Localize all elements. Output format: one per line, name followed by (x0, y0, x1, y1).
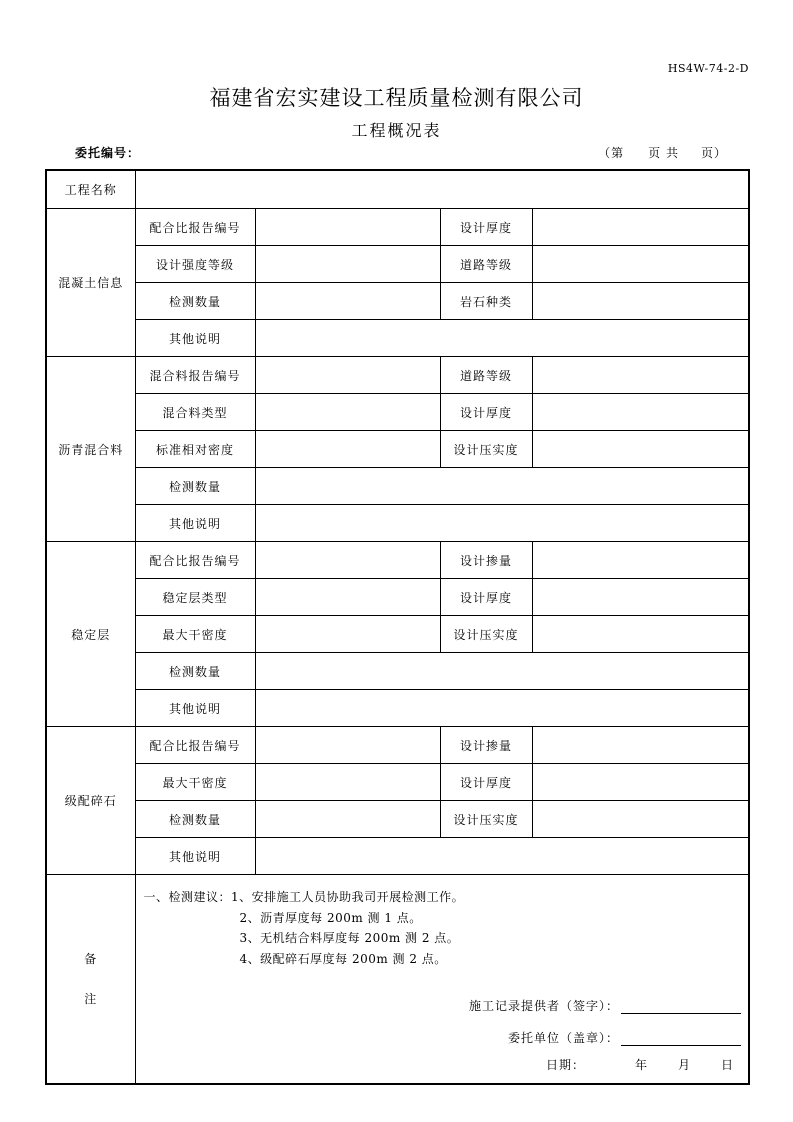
field-value[interactable] (532, 764, 749, 801)
inspection-suggestions (144, 887, 465, 969)
field-value[interactable] (255, 764, 440, 801)
date-label: 日期： (545, 1058, 585, 1072)
field-value[interactable] (255, 283, 440, 320)
page-open: （第 (598, 146, 625, 160)
remarks-content (135, 875, 749, 1085)
table-row (46, 246, 749, 283)
remarks-label-cell (46, 875, 135, 1085)
suggestion-line: 一、检测建议：1、安排施工人员协助我司开展检测工作。 (143, 890, 465, 904)
field-label: 混合料报告编号 (135, 357, 255, 394)
field-label: 检测数量 (135, 468, 255, 505)
section-graded-gravel: 级配碎石 (46, 727, 135, 875)
client-seal-label: 委托单位（盖章）： (507, 1031, 619, 1045)
provider-signature-field[interactable] (621, 999, 741, 1014)
field-value[interactable] (532, 542, 749, 579)
field-value[interactable] (255, 468, 749, 505)
field-value[interactable] (255, 690, 749, 727)
field-value[interactable] (532, 431, 749, 468)
project-name-label: 工程名称 (46, 170, 135, 209)
table-row (46, 320, 749, 357)
field-value[interactable] (532, 616, 749, 653)
page-close: 页） (700, 146, 727, 160)
field-label: 标准相对密度 (135, 431, 255, 468)
page-indicator (598, 144, 727, 161)
field-value[interactable] (255, 838, 749, 875)
field-label: 配合比报告编号 (135, 209, 255, 246)
field-value[interactable] (255, 542, 440, 579)
table-row (46, 357, 749, 394)
table-row (46, 653, 749, 690)
field-value[interactable] (255, 653, 749, 690)
table-row (46, 616, 749, 653)
table-row (46, 505, 749, 542)
field-value[interactable] (532, 801, 749, 838)
field-value[interactable] (255, 579, 440, 616)
table-row (46, 431, 749, 468)
field-label: 设计厚度 (440, 209, 532, 246)
field-value[interactable] (255, 616, 440, 653)
field-label: 设计压实度 (440, 431, 532, 468)
field-value[interactable] (255, 801, 440, 838)
project-name-field[interactable] (135, 170, 749, 209)
date-month[interactable]: 月 (677, 1058, 691, 1072)
client-seal-field[interactable] (621, 1031, 741, 1046)
page-title: 工程概况表 (351, 121, 442, 140)
field-value[interactable] (532, 209, 749, 246)
remarks-row (46, 875, 749, 1085)
suggestion-line: 3、无机结合料厚度每 200m 测 2 点。 (239, 931, 460, 945)
section-stable-layer: 稳定层 (46, 542, 135, 727)
suggestion-line: 4、级配碎石厚度每 200m 测 2 点。 (239, 951, 447, 966)
field-value[interactable] (532, 357, 749, 394)
field-value[interactable] (255, 727, 440, 764)
field-label: 其他说明 (135, 505, 255, 542)
field-value[interactable] (532, 246, 749, 283)
field-label: 检测数量 (135, 283, 255, 320)
project-overview-table (45, 169, 750, 1085)
field-label: 岩石种类 (440, 283, 532, 320)
form-code: HS4W-74-2-D (667, 62, 749, 75)
field-label: 道路等级 (440, 357, 532, 394)
section-asphalt: 沥青混合料 (46, 357, 135, 542)
field-label: 设计掺量 (440, 542, 532, 579)
field-label: 设计压实度 (440, 616, 532, 653)
field-value[interactable] (255, 394, 440, 431)
table-row (46, 209, 749, 246)
commission-number-label: 委托编号： (75, 146, 141, 160)
field-label: 设计厚度 (440, 579, 532, 616)
suggestion-line: 2、沥青厚度每 200m 测 1 点。 (239, 910, 422, 925)
field-label: 配合比报告编号 (135, 727, 255, 764)
field-label: 其他说明 (135, 690, 255, 727)
table-row (46, 838, 749, 875)
field-label: 设计厚度 (440, 394, 532, 431)
table-row (46, 579, 749, 616)
field-label: 配合比报告编号 (135, 542, 255, 579)
field-label: 设计强度等级 (135, 246, 255, 283)
field-label: 检测数量 (135, 653, 255, 690)
date-day[interactable]: 日 (720, 1058, 734, 1072)
field-value[interactable] (255, 320, 749, 357)
field-value[interactable] (255, 431, 440, 468)
field-label: 设计压实度 (440, 801, 532, 838)
field-value[interactable] (532, 579, 749, 616)
field-value[interactable] (255, 246, 440, 283)
field-label: 稳定层类型 (135, 579, 255, 616)
field-label: 设计掺量 (440, 727, 532, 764)
field-value[interactable] (532, 394, 749, 431)
field-label: 最大干密度 (135, 764, 255, 801)
table-row (46, 690, 749, 727)
field-label: 其他说明 (135, 320, 255, 357)
table-row (46, 468, 749, 505)
field-label: 设计厚度 (440, 764, 532, 801)
company-name: 福建省宏实建设工程质量检测有限公司 (209, 86, 584, 110)
field-label: 其他说明 (135, 838, 255, 875)
field-value[interactable] (532, 283, 749, 320)
field-label: 混合料类型 (135, 394, 255, 431)
provider-signature-row (469, 997, 741, 1014)
date-row (546, 1056, 734, 1073)
field-label: 最大干密度 (135, 616, 255, 653)
table-row (46, 764, 749, 801)
project-name-row (46, 170, 749, 209)
date-year[interactable]: 年 (634, 1058, 648, 1072)
field-value[interactable] (532, 727, 749, 764)
client-seal-row (508, 1029, 741, 1046)
page-mid: 页 共 (648, 146, 679, 160)
remarks-label-2: 注 (84, 992, 98, 1006)
field-value[interactable] (255, 505, 749, 542)
field-value[interactable] (255, 209, 440, 246)
field-label: 道路等级 (440, 246, 532, 283)
field-label: 检测数量 (135, 801, 255, 838)
table-row (46, 801, 749, 838)
field-value[interactable] (255, 357, 440, 394)
provider-signature-label: 施工记录提供者（签字）： (468, 999, 619, 1013)
table-row (46, 727, 749, 764)
section-concrete: 混凝土信息 (46, 209, 135, 357)
table-row (46, 283, 749, 320)
table-row (46, 394, 749, 431)
table-row (46, 542, 749, 579)
remarks-label-1: 备 (84, 952, 98, 966)
